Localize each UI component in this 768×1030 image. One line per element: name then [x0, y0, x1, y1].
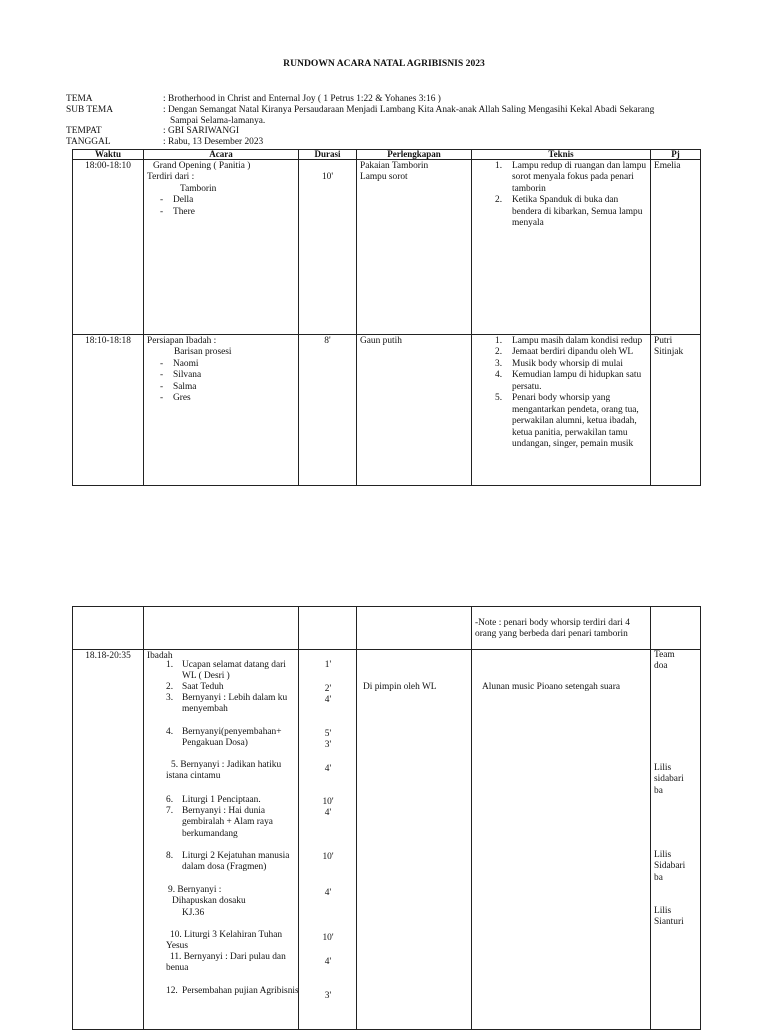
duration-value: 2' — [324, 684, 332, 694]
meta-value-tanggal: : Rabu, 13 Desember 2023 — [163, 137, 264, 147]
cell-waktu: 18:00-18:10 — [73, 160, 144, 335]
duration-value: 10' — [322, 797, 334, 807]
acara-group: Tamborin — [180, 183, 217, 194]
cell-perlengkapan — [357, 160, 472, 335]
cell-durasi: 8' — [299, 335, 357, 486]
header-teknis: Teknis — [472, 150, 651, 160]
list-item: 5. Bernyanyi : Jadikan hatiku istana cintamu — [166, 760, 282, 782]
cell-perlengkapan: Gaun putih — [357, 335, 472, 486]
meta-label-subtema: SUB TEMA — [66, 105, 113, 115]
cell-empty — [299, 607, 357, 650]
list-item: 2. Ketika Spanduk di buka dan bendera di kibarkan, Semua lampu menyala — [495, 195, 643, 229]
list-item: - Silvana — [157, 370, 295, 381]
duration-value: 3' — [324, 740, 332, 750]
rundown-table-2 — [72, 606, 701, 1030]
header-acara: Acara — [144, 150, 299, 160]
perlengkapan-text: Di pimpin oleh WL — [363, 682, 437, 692]
duration-value: 4' — [324, 764, 332, 774]
list-item: 12. Persembahan pujian Agribisnis — [166, 986, 299, 996]
meta-label-tanggal: TANGGAL — [66, 137, 111, 147]
cell-empty — [144, 607, 299, 650]
list-item: - Salma — [157, 382, 295, 393]
cell-durasi: 10' — [299, 160, 357, 335]
cell-empty — [357, 607, 472, 650]
meta-value-tempat: : GBI SARIWANGI — [163, 126, 240, 136]
list-item: 3. Bernyanyi : Lebih dalam ku menyembah — [166, 693, 288, 715]
list-item: 6. Liturgi 1 Penciptaan. — [166, 795, 261, 805]
table-row — [73, 607, 701, 650]
list-item: 1. Ucapan selamat datang dari WL ( Desri ) — [166, 660, 286, 682]
pj-line: Sitinjak — [654, 347, 684, 358]
cell-empty — [73, 607, 144, 650]
duration-value: 10' — [322, 933, 334, 943]
duration-value: 4' — [324, 957, 332, 967]
meta-label-tema: TEMA — [66, 94, 93, 104]
cell-waktu: 18.18-20:35 — [73, 650, 144, 1030]
list-item: 11. Bernyanyi : Dari pulau dan benua — [166, 952, 286, 974]
cell-pj — [651, 335, 701, 486]
duration-value: 1' — [324, 660, 332, 670]
list-item: 2. Saat Teduh — [166, 682, 224, 692]
rundown-table-1 — [72, 149, 701, 486]
meta-value-subtema-cont: Sampai Selama-lamanya. — [170, 116, 266, 126]
duration-value: 4' — [324, 695, 332, 705]
list-item: 1. Lampu redup di ruangan dan lampu sorot menyala fokus pada penari tamborin — [495, 161, 647, 194]
header-durasi: Durasi — [299, 150, 357, 160]
list-item: 4. Bernyanyi(penyembahan+ Pengakuan Dosa) — [166, 727, 282, 749]
cell-note: -Note : penari body whorsip terdiri dari 4 orang yang berbeda dari penari tamborin — [472, 607, 651, 650]
cell-acara-ibadah — [144, 650, 299, 1030]
cell-perlengkapan — [357, 650, 472, 1030]
acara-title: Persiapan Ibadah : — [147, 336, 217, 346]
cell-teknis — [472, 650, 651, 1030]
document-title: RUNDOWN ACARA NATAL AGRIBISNIS 2023 — [283, 58, 485, 69]
pj-line: Putri — [654, 336, 673, 346]
table-row — [73, 160, 701, 335]
table-row — [73, 335, 701, 486]
cell-teknis — [472, 335, 651, 486]
cell-teknis — [472, 160, 651, 335]
list-item: 8. Liturgi 2 Kejatuhan manusia dalam dosa (Fragmen) — [166, 851, 290, 873]
pj-entry: Lilis Sidabari ba — [654, 850, 686, 883]
cell-acara — [144, 335, 299, 486]
list-item: 10. Liturgi 3 Kelahiran Tuhan Yesus — [166, 930, 283, 952]
header-waktu: Waktu — [73, 150, 144, 160]
acara-title: Grand Opening ( Panitia ) — [153, 161, 251, 171]
list-item: 9. Bernyanyi : Dihapuskan dosaku KJ.36 — [168, 885, 246, 918]
cell-durasi-list — [299, 650, 357, 1030]
cell-pj — [651, 650, 701, 1030]
table-header-row — [73, 150, 701, 160]
duration-value: 4' — [324, 808, 332, 818]
acara-title: Ibadah — [147, 651, 173, 661]
list-item: 7. Bernyanyi : Hai dunia gembiralah + Alam raya berkumandang — [166, 806, 273, 839]
list-item: 3. Musik body whorsip di mulai — [495, 358, 623, 369]
duration-value: 4' — [324, 888, 332, 898]
list-item: 5. Penari body whorsip yang mengantarkan pendeta, orang tua, perwakilan alumni, ketua ibadah, ketua panitia, perwakilan tamu undangan, singer, pemain musik — [495, 393, 639, 450]
acara-group: Barisan prosesi — [174, 347, 232, 358]
list-item: 4. Kemudian lampu di hidupkan satu persatu. — [495, 370, 642, 392]
cell-waktu: 18:10-18:18 — [73, 335, 144, 486]
perlengkapan-item: Pakaian Tamborin — [360, 161, 429, 171]
pj-entry: Lilis Sianturi — [654, 906, 684, 928]
list-item: 1. Lampu masih dalam kondisi redup — [495, 336, 643, 346]
meta-value-tema: : Brotherhood in Christ and Enternal Joy ( 1 Petrus 1:22 & Yohanes 3:16 ) — [163, 94, 441, 104]
cell-pj: Emelia — [651, 160, 701, 335]
duration-value: 5' — [324, 729, 332, 739]
acara-sub: Terdiri dari : — [147, 172, 195, 183]
table-row — [73, 650, 701, 1030]
list-item: 2. Jemaat berdiri dipandu oleh WL — [495, 347, 634, 358]
list-item: - There — [157, 207, 295, 218]
list-item: - Gres — [157, 393, 295, 404]
list-item: - Naomi — [157, 359, 295, 370]
header-perlengkapan: Perlengkapan — [357, 150, 472, 160]
duration-value: 10' — [322, 852, 334, 862]
perlengkapan-item: Lampu sorot — [360, 172, 408, 183]
meta-label-tempat: TEMPAT — [66, 126, 102, 136]
meta-value-subtema: : Dengan Semangat Natal Kiranya Persaudaraan Menjadi Lambang Kita Anak-anak Allah Saling Mengasihi Kekal Abadi Sekarang — [163, 105, 655, 115]
pj-entry: Team doa — [654, 650, 675, 672]
cell-acara — [144, 160, 299, 335]
header-pj: Pj — [651, 150, 701, 160]
duration-value: 3' — [324, 991, 332, 1001]
cell-empty — [651, 607, 701, 650]
teknis-text: Alunan music Pioano setengah suara — [482, 682, 620, 692]
pj-entry: Lilis sidabari ba — [654, 763, 684, 796]
list-item: - Della — [157, 195, 295, 206]
